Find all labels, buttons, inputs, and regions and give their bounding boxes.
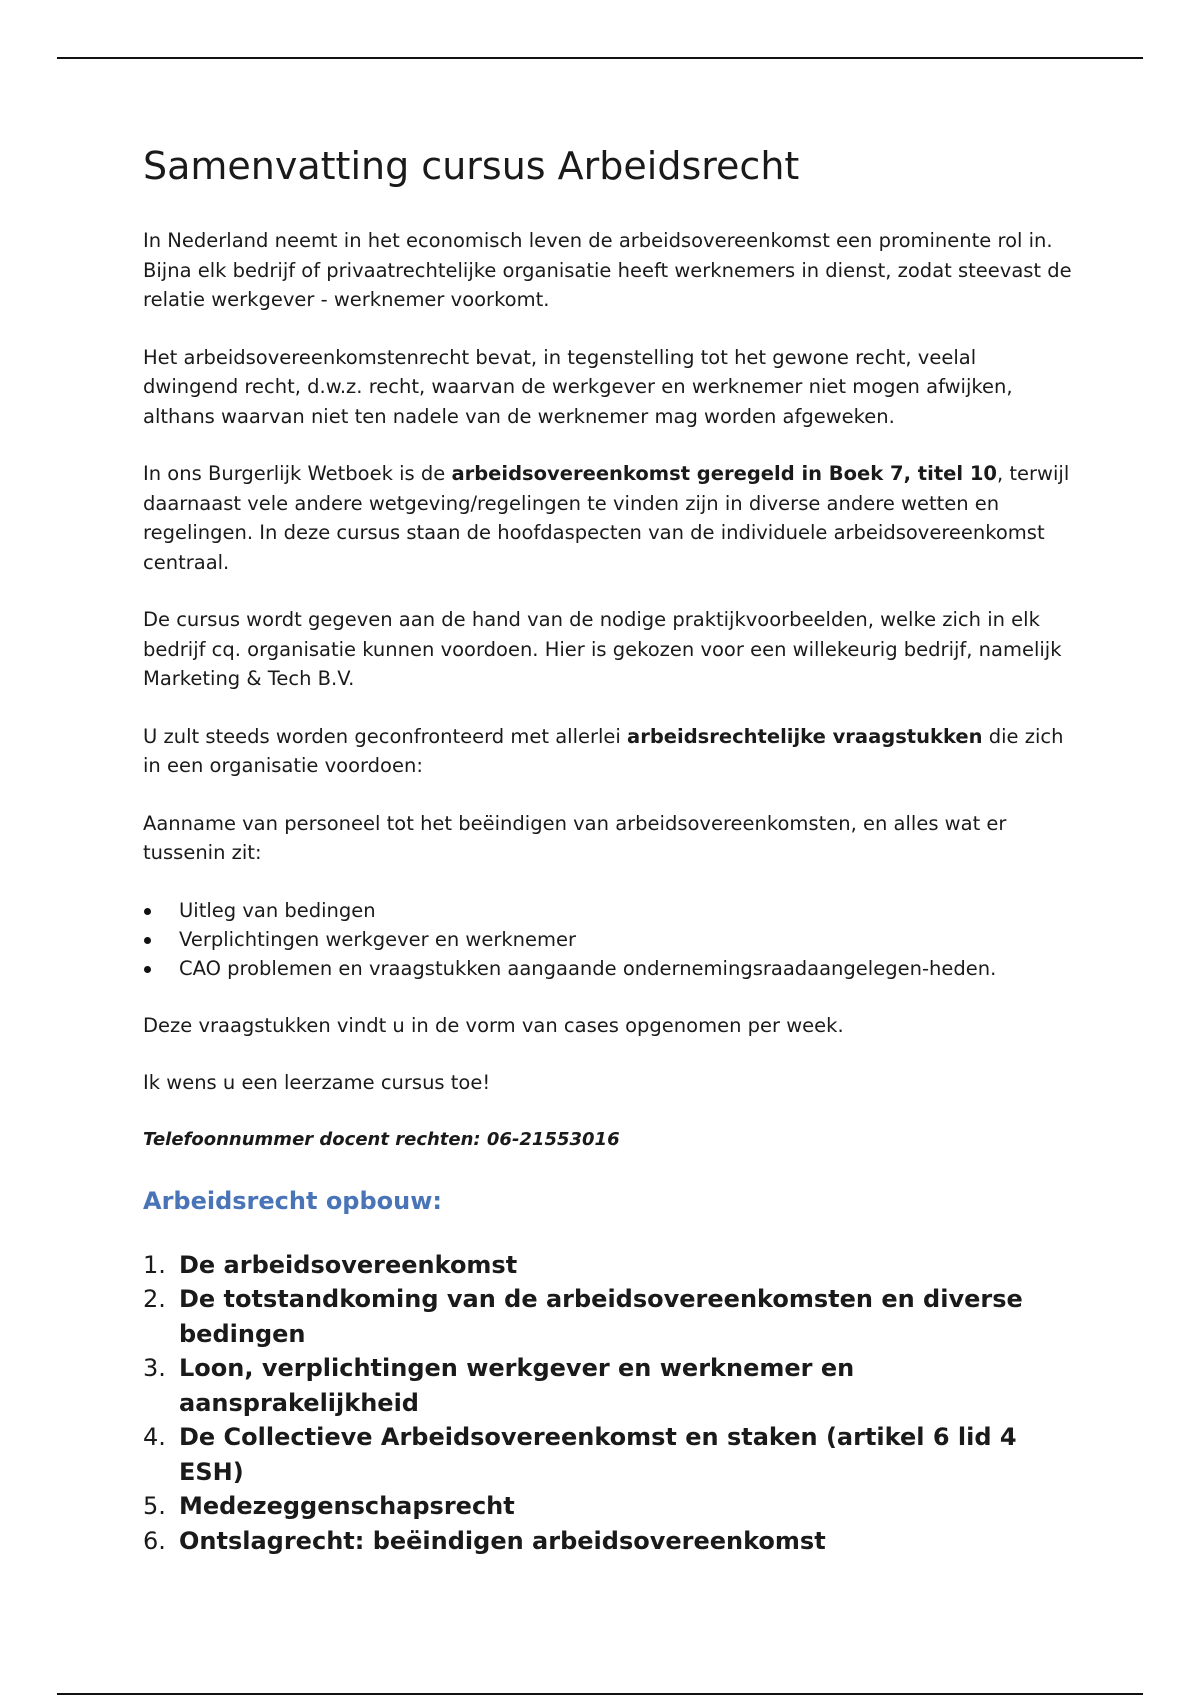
emphasis-text: arbeidsrechtelijke vraagstukken	[627, 724, 983, 748]
closing-paragraph: Deze vraagstukken vindt u in de vorm van cases opgenomen per week.	[143, 1013, 844, 1037]
paragraph-text: Aanname van personeel tot het beëindigen van arbeidsovereenkomsten, en alles wat er tussenin zit:	[143, 811, 1007, 864]
paragraph-text: In ons Burgerlijk Wetboek is de	[143, 462, 452, 485]
paragraph-text: In Nederland neemt in het economisch leven de arbeidsovereenkomst een prominente rol in. Bijna elk bedrijf of privaatrechtelijke organisatie heeft werknemers in dienst, zodat steevast de relatie werkgever - werknemer voorkomt.	[143, 229, 1072, 311]
bullet-list	[143, 896, 1073, 983]
paragraph-text: die zich in een organisatie voordoen:	[143, 724, 1064, 777]
outline-item	[143, 1420, 1073, 1489]
outline-item	[143, 1282, 1073, 1351]
outline-number: 1.	[143, 1250, 166, 1279]
paragraph-text: U zult steeds worden geconfronteerd met allerlei	[143, 724, 628, 748]
outline-list	[143, 1248, 1073, 1559]
outline-number: 3.	[143, 1354, 166, 1382]
paragraph-text: De cursus wordt gegeven aan de hand van de nodige praktijkvoorbeelden, welke zich in elk bedrijf cq. organisatie kunnen voordoen. Hier is gekozen voor een willekeurig bedrijf, namelijk Marketing & Tech B.V.	[143, 608, 1062, 690]
outline-text: Loon, verplichtingen werkgever en werknemer en aansprakelijkheid	[179, 1354, 855, 1417]
outline-number: 2.	[143, 1285, 166, 1313]
body-paragraph	[143, 343, 1073, 432]
outline-text: Ontslagrecht: beëindigen arbeidsovereenkomst	[179, 1526, 826, 1555]
bullet-item: Verplichtingen werkgever en werknemer	[143, 925, 1073, 954]
body-paragraph	[143, 459, 1073, 577]
closing-paragraphs	[143, 1011, 1073, 1098]
outline-text: De Collectieve Arbeidsovereenkomst en staken (artikel 6 lid 4 ESH)	[179, 1423, 1017, 1486]
intro-paragraphs	[143, 226, 1073, 868]
document-body	[143, 140, 1073, 1558]
outline-number: 4.	[143, 1423, 166, 1451]
phone-line: Telefoonnummer docent rechten: 06-21553016	[143, 1128, 620, 1150]
document-title: Samenvatting cursus Arbeidsrecht	[143, 144, 800, 188]
body-paragraph	[143, 605, 1073, 694]
paragraph-text: Het arbeidsovereenkomstenrecht bevat, in tegenstelling tot het gewone recht, veelal dwingend recht, d.w.z. recht, waarvan de werkgever en werknemer niet mogen afwijken, althans waarvan niet ten nadele van de werknemer mag worden afgeweken.	[143, 345, 1013, 428]
outline-text: Medezeggenschapsrecht	[179, 1492, 515, 1520]
outline-text: De arbeidsovereenkomst	[179, 1250, 518, 1279]
body-paragraph	[143, 809, 1073, 868]
outline-number: 5.	[143, 1492, 166, 1520]
body-paragraph	[143, 226, 1073, 315]
paragraph-text: , terwijl daarnaast vele andere wetgeving/regelingen te vinden zijn in diverse andere wetten en regelingen. In deze cursus staan de hoofdaspecten van de individuele arbeidsovereenkomst centraal.	[143, 462, 1070, 574]
outline-item	[143, 1489, 1073, 1524]
closing-paragraph: Ik wens u een leerzame cursus toe!	[143, 1071, 491, 1094]
bullet-item: Uitleg van bedingen	[143, 896, 1073, 925]
page-top-rule	[57, 57, 1143, 59]
body-paragraph	[143, 722, 1073, 781]
emphasis-text: arbeidsovereenkomst geregeld in Boek 7, titel 10	[451, 462, 997, 485]
section-heading: Arbeidsrecht opbouw:	[143, 1186, 443, 1215]
outline-text: De totstandkoming van de arbeidsovereenkomsten en diverse bedingen	[179, 1285, 1023, 1348]
outline-item	[143, 1248, 1073, 1283]
bullet-item: CAO problemen en vraagstukken aangaande ondernemingsraadaangelegen-heden.	[143, 954, 1073, 983]
outline-number: 6.	[143, 1526, 166, 1555]
page-bottom-rule	[57, 1693, 1143, 1695]
outline-item	[143, 1524, 1073, 1559]
outline-item	[143, 1351, 1073, 1420]
